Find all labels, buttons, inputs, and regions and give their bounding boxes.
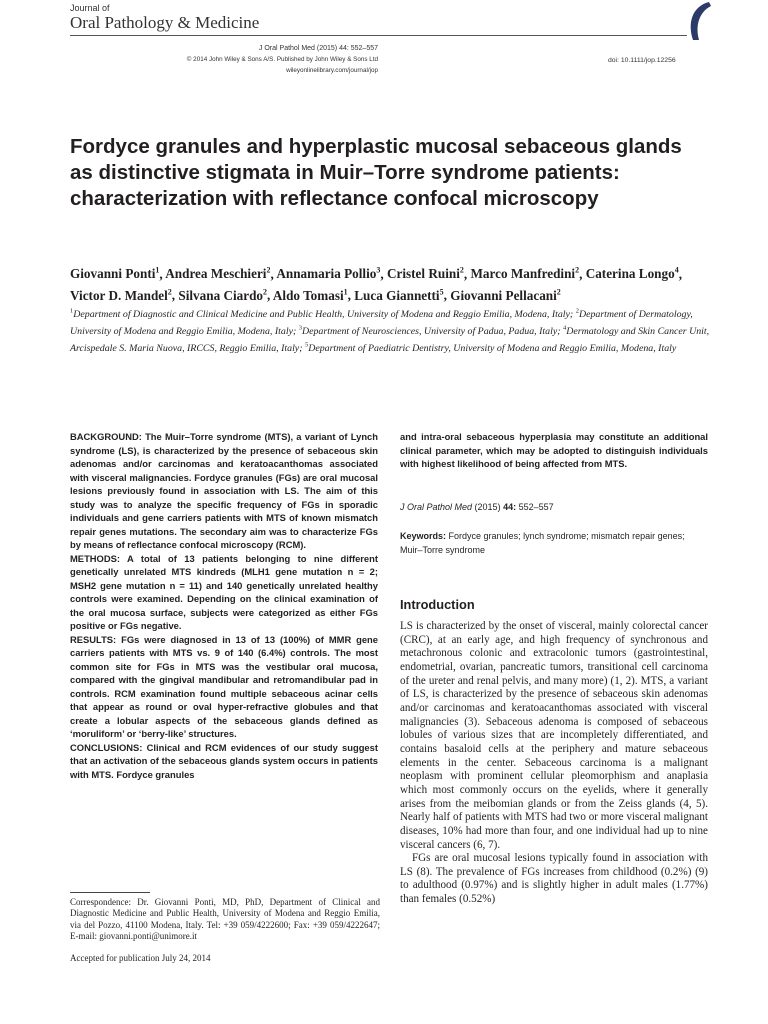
- jref-journal: J Oral Pathol Med: [400, 502, 473, 512]
- keywords-label: Keywords:: [400, 531, 447, 541]
- jref-year: (2015): [474, 502, 501, 512]
- author: Marco Manfredini$^2$: [470, 266, 580, 282]
- author: Giovanni Ponti$^1$: [70, 266, 160, 282]
- methods-text: A total of 13 patients belonging to nine different genetically unrelated MTS kindreds (MLH1 gene mutation n = 2; MSH2 gene mutation n = 11) and 140 genetically unrelated healthy controls were examined. Depending on the clinical examination of the oral mucosa surface, subjects were categorized as either FGs positive or FGs negative.: [70, 552, 378, 631]
- abstract: [70, 430, 378, 781]
- journal-name-line1: Journal of: [70, 3, 110, 13]
- affiliation-mark: 3: [298, 324, 302, 332]
- journal-name: [70, 3, 259, 32]
- abstract-background: BACKGROUND: The Muir–Torre syndrome (MTS), a variant of Lynch syndrome (LS), is characterized by the presence of sebaceous skin adenomas and/or carcinomas and keratoacanthomas associated with visceral malignancies. Fordyce granules (FGs) are oral mucosal lesions previously found in association with LS. The aim of this study was to analyze the specific frequency of FGs in sporadic individuals and gene carriers patients with MTS of known mismatch repair genes mutations. The secondary aim was to characterize FGs by means of reflectance confocal microscopy (RCM).: [70, 431, 378, 550]
- conclusions-text: Clinical and RCM evidences of our study suggest that an activation of the sebaceous glands system occurs in patients with MTS. Fordyce granules: [70, 741, 378, 780]
- conclusions-heading: CONCLUSIONS:: [70, 741, 143, 753]
- methods-heading: METHODS:: [70, 552, 120, 564]
- jref-volume: 44:: [503, 502, 517, 512]
- keywords: [400, 530, 708, 557]
- author: Caterina Longo$^4$: [585, 266, 679, 282]
- author-affiliation-mark: 4: [674, 266, 679, 275]
- citation: J Oral Pathol Med (2015) 44: 552–557: [258, 45, 378, 52]
- affiliation: $^4$Dermatology and Skin Cancer Unit, Arcispedale S. Maria Nuova, IRCCS, Reggio Emilia, Italy;: [70, 324, 710, 354]
- results-text: FGs were diagnosed in 13 of 13 (100%) of MMR gene carriers patients with MTS vs. 9 of 140 (6.4%) controls. The most common site for FGs in MTS was the vestibular oral mucosa, compared with the gingival mandibular and retromandibular pad in controls. RCM examination found multiple sebaceous acinar cells that appear as round or oval hyper-refractive globules and that create a lobular aspects of the sebaceous glands defined as ‘moruliform’ or ‘berry-like’ structures.: [70, 633, 378, 739]
- affiliation-mark: 5: [304, 341, 309, 349]
- author-affiliation-mark: 5: [439, 287, 444, 297]
- author: Andrea Meschieri$^2$: [165, 266, 271, 282]
- affiliation: $^2$Department of Dermatology, University of Modena and Reggio Emilia, Modena, Italy;: [70, 308, 693, 338]
- copyright: © 2014 John Wiley & Sons A/S. Published by John Wiley & Sons Ltd: [186, 56, 378, 63]
- author: Silvana Ciardo$^2$: [178, 287, 268, 303]
- author-affiliation-mark: 2: [459, 266, 464, 275]
- author: Annamaria Pollio$^3$: [276, 266, 381, 282]
- accepted-date: Accepted for publication July 24, 2014: [70, 953, 211, 963]
- affiliation-mark: 1: [70, 308, 74, 315]
- abstract-conclusions: [70, 741, 378, 782]
- author: Cristel Ruini$^2$: [386, 266, 464, 282]
- abstract-results: [70, 633, 378, 741]
- background-text: The Muir–Torre syndrome (MTS), a variant of Lynch syndrome (LS), is characterized by the presence of sebaceous skin adenomas and/or carcinomas and keratoacanthomas associated with visceral malignancies. Fordyce granules (FGs) are oral mucosal lesions previously found in association with LS. The aim of this study was to analyze the specific frequency of FGs in sporadic individuals and gene carriers patients with MTS of known mismatch repair genes mutations. The secondary aim was to characterize FGs by means of reflectance confocal microscopy (RCM).: [70, 431, 378, 550]
- author-affiliation-mark: 2: [167, 287, 172, 297]
- doi[interactable]: doi: 10.1111/jop.12256: [608, 57, 676, 64]
- author-affiliation-mark: 2: [575, 266, 580, 275]
- author-affiliation-mark: 2: [263, 287, 268, 297]
- keywords-text: Fordyce granules; lynch syndrome; mismatch repair genes; Muir–Torre syndrome: [400, 531, 685, 555]
- author-affiliation-mark: 3: [376, 266, 381, 275]
- affiliation-mark: 2: [575, 308, 579, 315]
- abstract-methods: [70, 552, 378, 633]
- article-title: Fordyce granules and hyperplastic mucosal sebaceous glands as distinctive stigmata in Muir–Torre syndrome patients: characterization with reflectance confocal microscopy: [70, 135, 682, 210]
- affiliation: $^1$Department of Diagnostic and Clinical Medicine and Public Health, University of Modena and Reggio Emilia, Modena, Italy;: [70, 308, 574, 321]
- introduction-heading: Introduction: [400, 597, 475, 612]
- jref-pages: 552–557: [518, 502, 554, 512]
- correspondence: Correspondence: Dr. Giovanni Ponti, MD, PhD, Department of Clinical and Diagnostic Medicine and Public Health, University of Modena and Reggio Emilia, via del Pozzo, 41100 Modena, Italy. Tel: +39 059/4222600; Fax: +39 059/4222647; E-mail: giovanni.ponti@unimore.it: [70, 897, 380, 941]
- intro-paragraph-1: LS is characterized by the onset of visceral, mainly colorectal cancer (CRC), at an early age, and high frequency of synchronous and metachronous colonic and extracolonic tumors (gastrointestinal, endometrial, ovarian, pancreatic tumors, transitional cell carcinoma of the ureter and renal pelvis, and many more) (1, 2). MTS, a variant of LS, is characterized by the presence of sebaceous skin adenomas and/or carcinomas and keratoacanthomas associated with visceral malignancies (3). Sebaceous adenoma is composed of sebaceous lobules of various sizes that are incompletely differentiated, and contains basaloid cells at the periphery and mature sebaceous elements in the center. Sebaceous carcinoma is a malignant neoplasm with prominent cellular pleomorphism and anaplasia which most commonly occurs on the eyelids, where it generally arises from the meibomian glands or from the Zeiss glands (4, 5). Nearly half of patients with MTS had two or more visceral malignant diseases, 10% had more than four, and one individual had up to nine visceral cancers (6, 7).: [400, 620, 708, 851]
- introduction-body: [400, 620, 708, 907]
- header-rule: [70, 35, 687, 36]
- affiliation: $^3$Department of Neurosciences, University of Padua, Padua, Italy;: [298, 324, 561, 338]
- author-affiliation-mark: 2: [266, 266, 271, 275]
- affiliation-mark: 4: [562, 324, 567, 332]
- author: Luca Giannetti$^5$: [354, 287, 444, 303]
- affiliation: $^5$Department of Paediatric Dentistry, University of Modena and Reggio Emilia, Modena, Italy: [304, 341, 677, 354]
- author: Victor D. Mandel$^2$: [70, 287, 172, 303]
- author-affiliation-mark: 2: [556, 287, 561, 297]
- results-heading: RESULTS:: [70, 633, 117, 645]
- publication-meta: [187, 43, 378, 76]
- abstract-continuation: and intra-oral sebaceous hyperplasia may constitute an additional clinical parameter, which may be adopted to distinguish individuals with highest likelihood of being affected from MTS.: [400, 431, 708, 469]
- journal-logo-icon: [683, 0, 715, 44]
- affiliations: [70, 305, 710, 355]
- journal-name-line2: Oral Pathology & Medicine: [70, 13, 260, 32]
- website-link[interactable]: wileyonlinelibrary.com/journal/jop: [286, 67, 378, 74]
- footnote-rule: [70, 892, 150, 893]
- author: Giovanni Pellacani$^2$: [450, 287, 561, 303]
- journal-reference: [400, 502, 554, 512]
- author-affiliation-mark: 1: [155, 266, 160, 275]
- intro-paragraph-2: FGs are oral mucosal lesions typically found in association with LS (8). The prevalence of FGs increases from childhood (0.2%) (9) to adulthood (0.97%) and is slightly higher in adult males (1.77%) than females (0.52%): [400, 852, 708, 906]
- author-affiliation-mark: 1: [343, 287, 348, 297]
- author-list: Giovanni Ponti$^1$, Andrea Meschieri$^2$, Annamaria Pollio$^3$, Cristel Ruini$^2$, Marco Manfredini$^2$, Caterina Longo$^4$, Victor D. Mandel$^2$, Silvana Ciardo$^2$, Aldo Tomasi$^1$, Luca Giannetti$^5$, Giovanni Pellacani$^2$: [70, 266, 682, 303]
- author: Aldo Tomasi$^1$: [272, 287, 348, 303]
